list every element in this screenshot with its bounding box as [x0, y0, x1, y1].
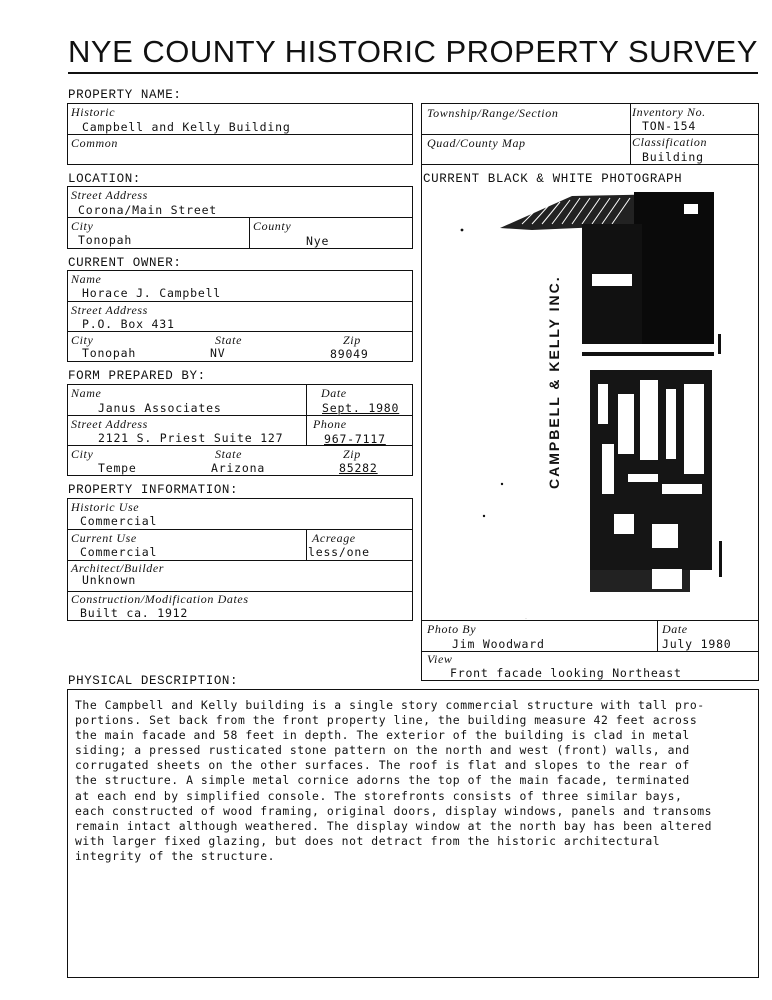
building-photo-svg: [422, 184, 757, 619]
current-use-value: Commercial: [80, 545, 158, 559]
divider: [422, 134, 758, 135]
inventory-value: TON-154: [642, 119, 697, 133]
divider: [68, 217, 412, 218]
common-name-label: Common: [71, 136, 118, 150]
right-panel: [421, 103, 759, 681]
divider: [249, 217, 250, 248]
architect-label: Architect/Builder: [71, 561, 165, 575]
description-line: at each end by simplified console. The storefronts consists of three similar bays,: [75, 788, 683, 803]
property-info-box: [67, 498, 413, 621]
historic-use-label: Historic Use: [71, 500, 140, 514]
physical-description-text: [75, 698, 712, 864]
owner-city-value: Tonopah: [82, 346, 137, 360]
prepared-date-value: Sept. 1980: [322, 401, 400, 415]
preparer-street-value: 2121 S. Priest Suite 127: [98, 431, 284, 445]
description-line: the structure. A simple metal cornice adorns the top of the main facade, terminated: [75, 773, 690, 788]
owner-state-label: State: [215, 333, 242, 347]
divider: [422, 164, 758, 165]
physical-description-box: [67, 689, 759, 978]
divider: [422, 620, 758, 621]
location-box: [67, 186, 413, 249]
quad-map-label: Quad/County Map: [427, 136, 526, 150]
photo-date-value: July 1980: [662, 637, 732, 651]
historic-name-value: Campbell and Kelly Building: [82, 120, 291, 134]
description-line: siding; a pressed rusticated stone pattern on the north and west (front) walls, and: [75, 743, 690, 758]
divider: [68, 331, 412, 332]
owner-street-value: P.O. Box 431: [82, 317, 175, 331]
section-form-prepared: FORM PREPARED BY:: [68, 369, 206, 383]
historic-name-label: Historic: [71, 105, 116, 119]
preparer-zip-label: Zip: [343, 447, 361, 461]
section-current-owner: CURRENT OWNER:: [68, 256, 182, 270]
property-name-box: [67, 103, 413, 165]
photo-by-value: Jim Woodward: [452, 637, 545, 651]
description-line: The Campbell and Kelly building is a single story commercial structure with tall pro-: [75, 698, 705, 712]
county-label: County: [253, 219, 292, 233]
prepared-box: [67, 384, 413, 476]
construction-value: Built ca. 1912: [80, 606, 189, 620]
view-value: Front facade looking Northeast: [450, 666, 682, 680]
current-use-label: Current Use: [71, 531, 137, 545]
photo-date-label: Date: [662, 622, 688, 636]
photo-by-label: Photo By: [427, 622, 477, 636]
inventory-label: Inventory No.: [632, 105, 706, 119]
building-photograph: [422, 184, 757, 619]
preparer-zip-value: 85282: [339, 461, 378, 475]
preparer-city-value: Tempe: [98, 461, 137, 475]
view-label: View: [427, 652, 453, 666]
photo-heading: CURRENT BLACK & WHITE PHOTOGRAPH: [423, 172, 683, 186]
description-line: each constructed of wood framing, original doors, display windows, panels and transoms: [75, 803, 713, 818]
description-line: corrugated sheets on the other surfaces. The roof is flat and slopes to the rear of: [75, 758, 690, 773]
city-label: City: [71, 219, 94, 233]
phone-value: 967-7117: [324, 432, 386, 446]
acreage-value: less/one: [308, 545, 370, 559]
classification-value: Building: [642, 150, 704, 164]
divider: [68, 529, 412, 530]
owner-street-label: Street Address: [71, 303, 148, 317]
divider: [657, 620, 658, 651]
city-value: Tonopah: [78, 233, 133, 247]
page-title: NYE COUNTY HISTORIC PROPERTY SURVEY: [68, 34, 758, 69]
classification-label: Classification: [632, 135, 708, 149]
owner-name-value: Horace J. Campbell: [82, 286, 222, 300]
section-physical-description: PHYSICAL DESCRIPTION:: [68, 674, 239, 688]
phone-label: Phone: [313, 417, 347, 431]
preparer-street-label: Street Address: [71, 417, 148, 431]
street-address-value: Corona/Main Street: [78, 203, 218, 217]
divider: [68, 415, 412, 416]
divider: [422, 651, 758, 652]
section-property-info: PROPERTY INFORMATION:: [68, 483, 239, 497]
township-label: Township/Range/Section: [427, 106, 559, 120]
title-underline: [68, 72, 758, 74]
architect-value: Unknown: [82, 573, 137, 587]
preparer-name-value: Janus Associates: [98, 401, 222, 415]
owner-state-value: NV: [210, 346, 226, 360]
owner-box: [67, 270, 413, 362]
preparer-state-label: State: [215, 447, 242, 461]
divider: [306, 529, 307, 560]
prepared-date-label: Date: [321, 386, 347, 400]
description-line: integrity of the structure.: [75, 848, 276, 863]
description-line: portions. Set back from the front property line, the building measure 42 feet across: [75, 713, 698, 728]
description-line: remain intact although weathered. The display window at the north bay has been altered: [75, 818, 713, 833]
county-value: Nye: [306, 234, 330, 248]
divider: [68, 445, 412, 446]
section-location: LOCATION:: [68, 172, 141, 186]
owner-zip-value: 89049: [330, 347, 369, 361]
historic-use-value: Commercial: [80, 514, 158, 528]
street-address-label: Street Address: [71, 188, 148, 202]
owner-zip-label: Zip: [343, 333, 361, 347]
owner-city-label: City: [71, 333, 94, 347]
construction-label: Construction/Modification Dates: [71, 592, 249, 606]
preparer-name-label: Name: [71, 386, 102, 400]
preparer-city-label: City: [71, 447, 94, 461]
divider: [68, 301, 412, 302]
acreage-label: Acreage: [312, 531, 356, 545]
owner-name-label: Name: [71, 272, 102, 286]
divider: [68, 134, 412, 135]
photo-sign-text: CAMPBELL & KELLY INC.: [546, 275, 562, 489]
preparer-state-value: Arizona: [211, 461, 266, 475]
section-property-name: PROPERTY NAME:: [68, 88, 182, 102]
description-line: the main facade and 58 feet in depth. The exterior of the building is clad in metal: [75, 728, 690, 743]
description-line: with larger fixed glazing, but does not detract from the historic architectural: [75, 833, 661, 848]
